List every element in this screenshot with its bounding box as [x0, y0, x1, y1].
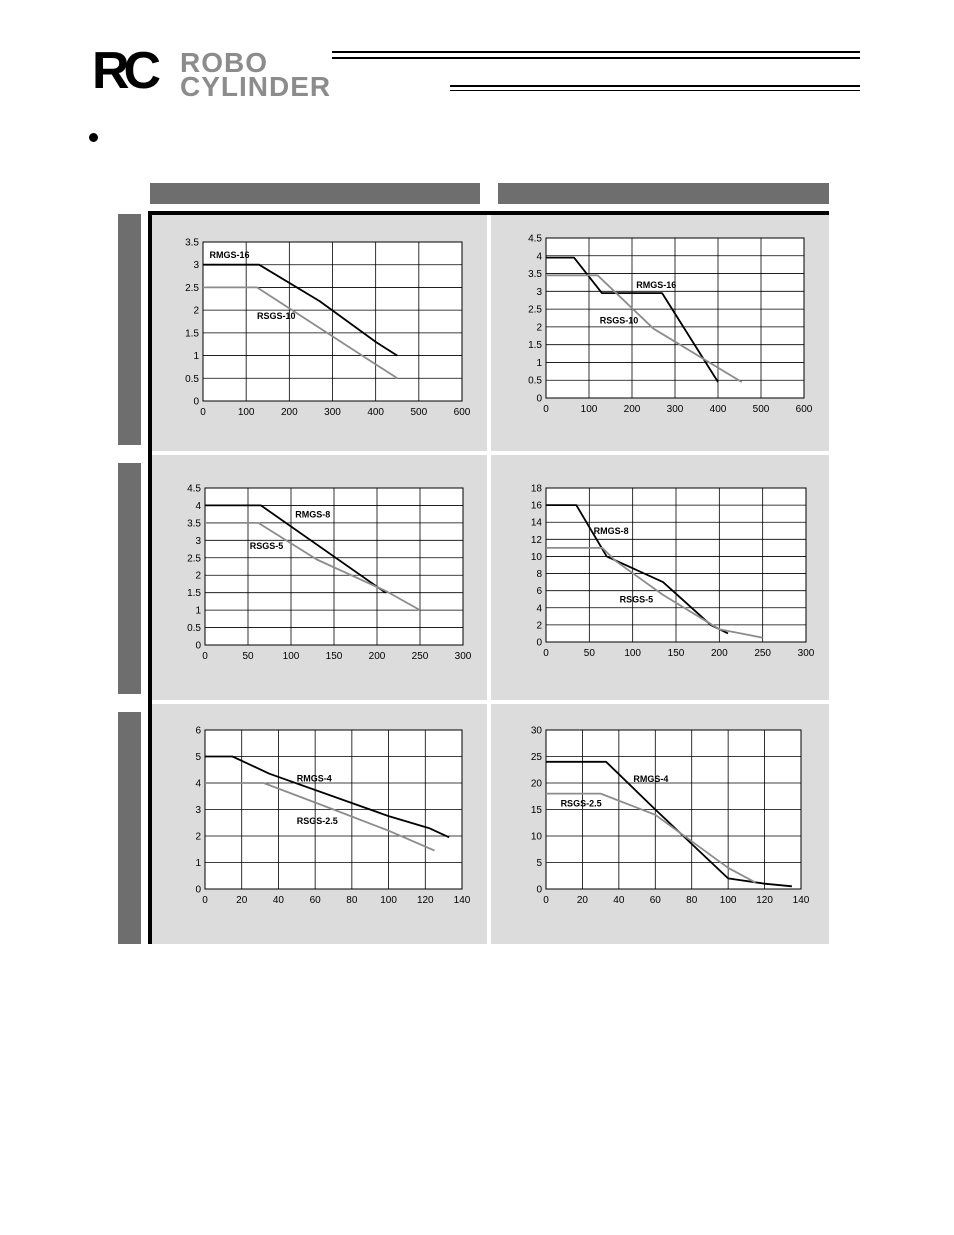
bullet-point	[89, 133, 98, 142]
y-tick-label: 3	[195, 535, 201, 547]
y-tick-label: 4	[536, 603, 542, 615]
chart-panel-5	[152, 704, 487, 944]
y-tick-label: 4	[195, 500, 201, 512]
x-tick-label: 60	[309, 895, 321, 906]
y-tick-label: 4.5	[528, 233, 542, 245]
x-tick-label: 20	[236, 895, 248, 906]
y-tick-label: 4.5	[187, 483, 201, 495]
series-label: RSGS-5	[249, 541, 284, 552]
chart-6	[491, 704, 829, 944]
x-tick-label: 600	[795, 404, 813, 415]
x-tick-label: 40	[272, 895, 284, 906]
x-tick-label: 20	[576, 895, 588, 906]
y-tick-label: 2	[195, 831, 201, 843]
x-tick-label: 0	[202, 651, 208, 662]
y-tick-label: 0	[195, 884, 201, 896]
y-tick-label: 3	[195, 805, 201, 816]
logo-line-1: ROBO	[180, 47, 268, 78]
x-tick-label: 400	[709, 404, 727, 415]
series-label: RMGS-8	[295, 509, 331, 520]
y-tick-label: 1	[193, 351, 199, 363]
chart-panel-4	[491, 455, 829, 700]
x-tick-label: 140	[453, 895, 471, 906]
x-tick-label: 100	[580, 404, 598, 415]
x-tick-label: 150	[325, 651, 343, 662]
x-tick-label: 200	[280, 407, 298, 418]
series-label: RSGS-5	[619, 594, 654, 605]
x-tick-label: 250	[411, 651, 429, 662]
y-tick-label: 0.5	[528, 375, 542, 387]
y-tick-label: 3.5	[528, 269, 542, 281]
y-tick-label: 30	[530, 725, 542, 737]
y-tick-label: 2.5	[528, 304, 542, 316]
y-tick-label: 6	[536, 586, 542, 598]
y-tick-label: 5	[195, 752, 201, 763]
robo-cylinder-logo	[92, 40, 862, 110]
y-tick-label: 20	[530, 778, 542, 790]
y-tick-label: 0	[195, 640, 201, 652]
x-tick-label: 200	[623, 404, 641, 415]
series-label: RSGS-10	[256, 311, 296, 322]
x-tick-label: 140	[792, 895, 810, 906]
series-label: RSGS-2.5	[560, 798, 602, 809]
y-tick-label: 2.5	[185, 282, 199, 294]
y-tick-label: 3.5	[185, 237, 199, 249]
series-label: RMGS-4	[633, 773, 669, 784]
chart-4	[491, 455, 829, 700]
y-tick-label: 6	[195, 725, 201, 737]
x-tick-label: 100	[719, 895, 737, 906]
y-tick-label: 3	[536, 286, 542, 298]
y-tick-label: 0	[193, 396, 199, 408]
x-tick-label: 100	[282, 651, 300, 662]
y-tick-label: 2	[536, 322, 542, 334]
y-tick-label: 1.5	[185, 328, 199, 340]
chart-panel-2	[491, 215, 829, 451]
x-tick-label: 150	[667, 648, 685, 659]
series-label: RMGS-16	[209, 249, 250, 260]
y-tick-label: 3.5	[187, 518, 201, 530]
chart-5	[152, 704, 487, 944]
y-tick-label: 5	[536, 858, 542, 869]
y-tick-label: 15	[530, 805, 542, 816]
series-label: RMGS-8	[593, 526, 629, 537]
x-tick-label: 600	[453, 407, 471, 418]
column-header-right	[498, 183, 829, 204]
x-tick-label: 80	[686, 895, 698, 906]
header-rule-top	[332, 51, 860, 53]
x-tick-label: 250	[754, 648, 772, 659]
x-tick-label: 200	[710, 648, 728, 659]
y-tick-label: 1.5	[528, 340, 542, 352]
series-label: RSGS-2.5	[296, 816, 338, 827]
y-tick-label: 8	[536, 569, 542, 581]
x-tick-label: 40	[613, 895, 625, 906]
row-tab-2	[118, 463, 141, 694]
x-tick-label: 300	[797, 648, 815, 659]
y-tick-label: 0.5	[185, 373, 199, 385]
chart-3	[152, 455, 487, 700]
y-tick-label: 12	[530, 534, 542, 546]
y-tick-label: 0	[536, 884, 542, 896]
x-tick-label: 100	[624, 648, 642, 659]
y-tick-label: 10	[530, 551, 542, 563]
x-tick-label: 120	[416, 895, 434, 906]
row-tab-3	[118, 712, 141, 944]
x-tick-label: 0	[543, 404, 549, 415]
row-tab-1	[118, 214, 141, 445]
x-tick-label: 0	[200, 407, 206, 418]
x-tick-label: 0	[543, 895, 549, 906]
header-rule-bottom	[450, 85, 860, 87]
series-label: RMGS-4	[296, 773, 332, 784]
x-tick-label: 100	[237, 407, 255, 418]
header-rule-bottom-2	[450, 90, 860, 91]
y-tick-label: 1.5	[187, 588, 201, 600]
x-tick-label: 0	[202, 895, 208, 906]
y-tick-label: 2	[195, 570, 201, 582]
x-tick-label: 120	[756, 895, 773, 906]
y-tick-label: 2	[193, 305, 199, 317]
column-header-left	[150, 183, 480, 204]
y-tick-label: 10	[530, 831, 542, 843]
x-tick-label: 100	[380, 895, 397, 906]
y-tick-label: 3	[193, 260, 199, 272]
y-tick-label: 1	[195, 858, 201, 869]
x-tick-label: 300	[454, 651, 472, 662]
y-tick-label: 0	[536, 637, 542, 649]
y-tick-label: 16	[530, 500, 542, 512]
y-tick-label: 14	[530, 517, 542, 529]
series-label: RSGS-10	[599, 315, 639, 326]
chart-2	[491, 215, 829, 451]
y-tick-label: 0.5	[187, 623, 201, 635]
x-tick-label: 300	[666, 404, 684, 415]
x-tick-label: 50	[242, 651, 254, 662]
y-tick-label: 0	[536, 393, 542, 405]
logo-mark: RC	[92, 42, 156, 100]
chart-panel-6	[491, 704, 829, 944]
header-rule-top-2	[332, 57, 860, 59]
series-label: RMGS-16	[636, 279, 677, 290]
y-tick-label: 4	[536, 251, 542, 263]
x-tick-label: 300	[324, 407, 341, 418]
y-tick-label: 2.5	[187, 553, 201, 565]
y-tick-label: 4	[195, 778, 201, 790]
y-tick-label: 2	[536, 620, 542, 632]
x-tick-label: 60	[649, 895, 661, 906]
x-tick-label: 80	[346, 895, 358, 906]
chart-1	[152, 215, 487, 451]
chart-panel-1	[152, 215, 487, 451]
x-tick-label: 0	[543, 648, 549, 659]
y-tick-label: 1	[536, 357, 542, 369]
y-tick-label: 1	[195, 605, 201, 617]
chart-panel-3	[152, 455, 487, 700]
x-tick-label: 400	[367, 407, 385, 418]
y-tick-label: 25	[530, 752, 542, 763]
x-tick-label: 200	[368, 651, 386, 662]
y-tick-label: 18	[530, 483, 542, 495]
x-tick-label: 50	[583, 648, 595, 659]
logo-line-2: CYLINDER	[180, 71, 332, 102]
x-tick-label: 500	[752, 404, 770, 415]
x-tick-label: 500	[410, 407, 428, 418]
